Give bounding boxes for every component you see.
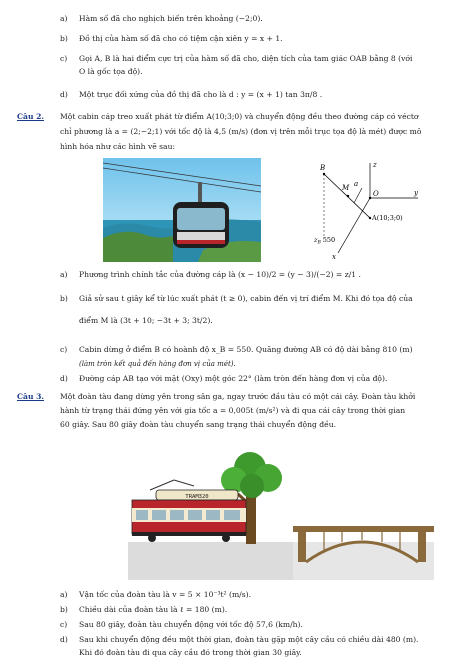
question-label: Câu 2. bbox=[17, 112, 45, 121]
coordinate-diagram bbox=[300, 158, 430, 262]
label-x: x bbox=[332, 253, 336, 261]
item-text: Cabin dừng ở điểm B có hoành độ x_B = 550. Quãng đường AB có độ dài bằng 810 (m) bbox=[79, 345, 413, 354]
item-text: Gọi A, B là hai điểm cực trị của hàm số đã cho, diện tích của tam giác OAB bằng 8 (với bbox=[79, 54, 413, 63]
label-A: A(10;3;0) bbox=[372, 214, 403, 222]
item-letter: b) bbox=[60, 294, 68, 303]
question-text: 60 giây. Sau 80 giây đoàn tàu chuyển sang trạng thái chuyển động đều. bbox=[60, 420, 337, 429]
item-letter: d) bbox=[60, 90, 68, 99]
question-text: Một cabin cáp treo xuất phát từ điểm A(10;3;0) và chuyển động đều theo đường cáp có véctơ bbox=[60, 112, 419, 121]
item-text-cont: O là gốc tọa độ). bbox=[79, 67, 143, 76]
item-text-cont: điểm M là (3t + 10; −3t + 3; 3t/2). bbox=[79, 316, 213, 325]
item-text: Phương trình chính tắc của đường cáp là (x − 10)/2 = (y − 3)/(−2) = z/1 . bbox=[79, 270, 361, 279]
item-letter: a) bbox=[60, 270, 68, 279]
item-letter: c) bbox=[60, 345, 68, 354]
item-letter: b) bbox=[60, 34, 68, 43]
item-text-cont: Khi đó đoàn tàu đi qua cây cầu đó trong thời gian 30 giây. bbox=[79, 648, 302, 657]
item-text: Vận tốc của đoàn tàu là v = 5 × 10⁻³t² (m/s). bbox=[79, 590, 252, 599]
item-text: Sau 80 giây, đoàn tàu chuyển động với tốc độ 57,6 (km/h). bbox=[79, 620, 303, 629]
item-text: Một trục đối xứng của đồ thị đã cho là d : y = (x + 1) tan 3π/8 . bbox=[79, 90, 323, 99]
item-text: Sau khi chuyển động đều một thời gian, đoàn tàu gặp một cây cầu có chiều dài 480 (m). bbox=[79, 635, 419, 644]
item-letter: c) bbox=[60, 54, 68, 63]
item-letter: c) bbox=[60, 620, 68, 629]
item-letter: d) bbox=[60, 635, 68, 644]
label-B: B bbox=[320, 164, 326, 172]
item-letter: a) bbox=[60, 14, 68, 23]
label-M: M bbox=[342, 184, 350, 192]
label-z: z bbox=[373, 161, 377, 169]
question-label: Câu 3. bbox=[17, 392, 45, 401]
item-text-cont: (làm tròn kết quả đến hàng đơn vị của mét). bbox=[79, 360, 236, 368]
question-text: hành từ trạng thái đứng yên với gia tốc a = 0,005t (m/s²) và đi qua cái cây trong thời gian bbox=[60, 406, 406, 415]
label-y: y bbox=[414, 189, 418, 197]
item-text: Đồ thị của hàm số đã cho có tiệm cận xiên y = x + 1. bbox=[79, 34, 283, 43]
item-text: Chiều dài của đoàn tàu là ℓ = 180 (m). bbox=[79, 605, 228, 614]
label-zB: $z_B$ 550 bbox=[314, 236, 336, 246]
tram-illustration bbox=[128, 446, 434, 580]
label-a: a bbox=[354, 180, 359, 188]
tram-sign: TRAM320 bbox=[185, 494, 209, 500]
item-letter: d) bbox=[60, 374, 68, 383]
item-letter: b) bbox=[60, 605, 68, 614]
question-text: hình hóa như các hình vẽ sau: bbox=[60, 142, 176, 151]
item-text: Đường cáp AB tạo với mặt (Oxy) một góc 22° (làm tròn đến hàng đơn vị của độ). bbox=[79, 374, 388, 383]
item-text: Hàm số đã cho nghịch biến trên khoảng (−2;0). bbox=[79, 14, 263, 23]
item-letter: a) bbox=[60, 590, 68, 599]
item-text: Giả sử sau t giây kể từ lúc xuất phát (t ≥ 0), cabin đến vị trí điểm M. Khi đó tọa độ của bbox=[79, 294, 413, 303]
label-O: O bbox=[373, 190, 379, 198]
question-text: chỉ phương là a = (2;−2;1) với tốc độ là 4,5 (m/s) (đơn vị trên mỗi trục tọa độ là mét) được mô bbox=[60, 127, 422, 136]
cable-car-photo bbox=[103, 158, 261, 262]
question-text: Một đoàn tàu đang dừng yên trong sân ga, ngay trước đầu tàu có một cái cây. Đoàn tàu khởi bbox=[60, 392, 416, 401]
